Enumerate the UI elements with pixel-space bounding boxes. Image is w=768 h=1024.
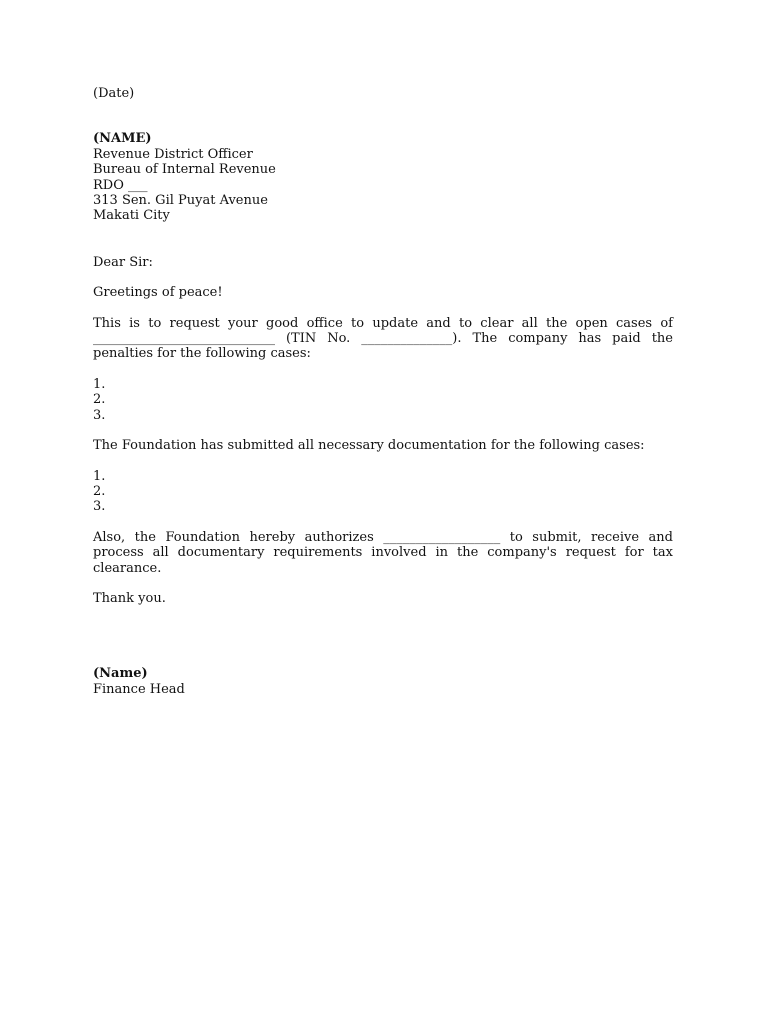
letter-date: (Date) bbox=[93, 86, 135, 101]
list-item: 3. bbox=[93, 407, 106, 423]
recipient-address-street: 313 Sen. Gil Puyat Avenue bbox=[93, 193, 268, 209]
paragraph-request: This is to request your good office to update and to clear all the open cases of ____________________________ (TIN No. ______________). The company has paid the penalties for the following cases: bbox=[93, 315, 673, 362]
list-item: 1. bbox=[93, 376, 106, 392]
paragraph-documentation: The Foundation has submitted all necessary documentation for the following cases: bbox=[93, 438, 645, 454]
recipient-rdo: RDO ___ bbox=[93, 177, 148, 193]
list-item: 2. bbox=[93, 392, 106, 408]
paragraph-authorization: Also, the Foundation hereby authorizes __________________ to submit, receive and process all documentary requirements involved in the company's request for tax clearance. bbox=[93, 529, 673, 576]
documentation-cases-list bbox=[93, 469, 673, 515]
recipient-agency: Bureau of Internal Revenue bbox=[93, 162, 276, 178]
penalty-cases-list bbox=[93, 377, 673, 423]
signatory-title: Finance Head bbox=[93, 681, 185, 697]
signatory-name: (Name) bbox=[93, 666, 148, 682]
recipient-address-city: Makati City bbox=[93, 208, 170, 224]
recipient-title: Revenue District Officer bbox=[93, 146, 253, 162]
recipient-name: (NAME) bbox=[93, 131, 152, 147]
list-item: 1. bbox=[93, 468, 106, 484]
list-item: 3. bbox=[93, 499, 106, 515]
salutation: Dear Sir: bbox=[93, 254, 153, 270]
closing: Thank you. bbox=[93, 590, 166, 606]
recipient-block bbox=[93, 131, 673, 223]
list-item: 2. bbox=[93, 483, 106, 499]
letter-document bbox=[93, 86, 673, 697]
signature-block bbox=[93, 666, 673, 697]
greeting: Greetings of peace! bbox=[93, 285, 223, 301]
